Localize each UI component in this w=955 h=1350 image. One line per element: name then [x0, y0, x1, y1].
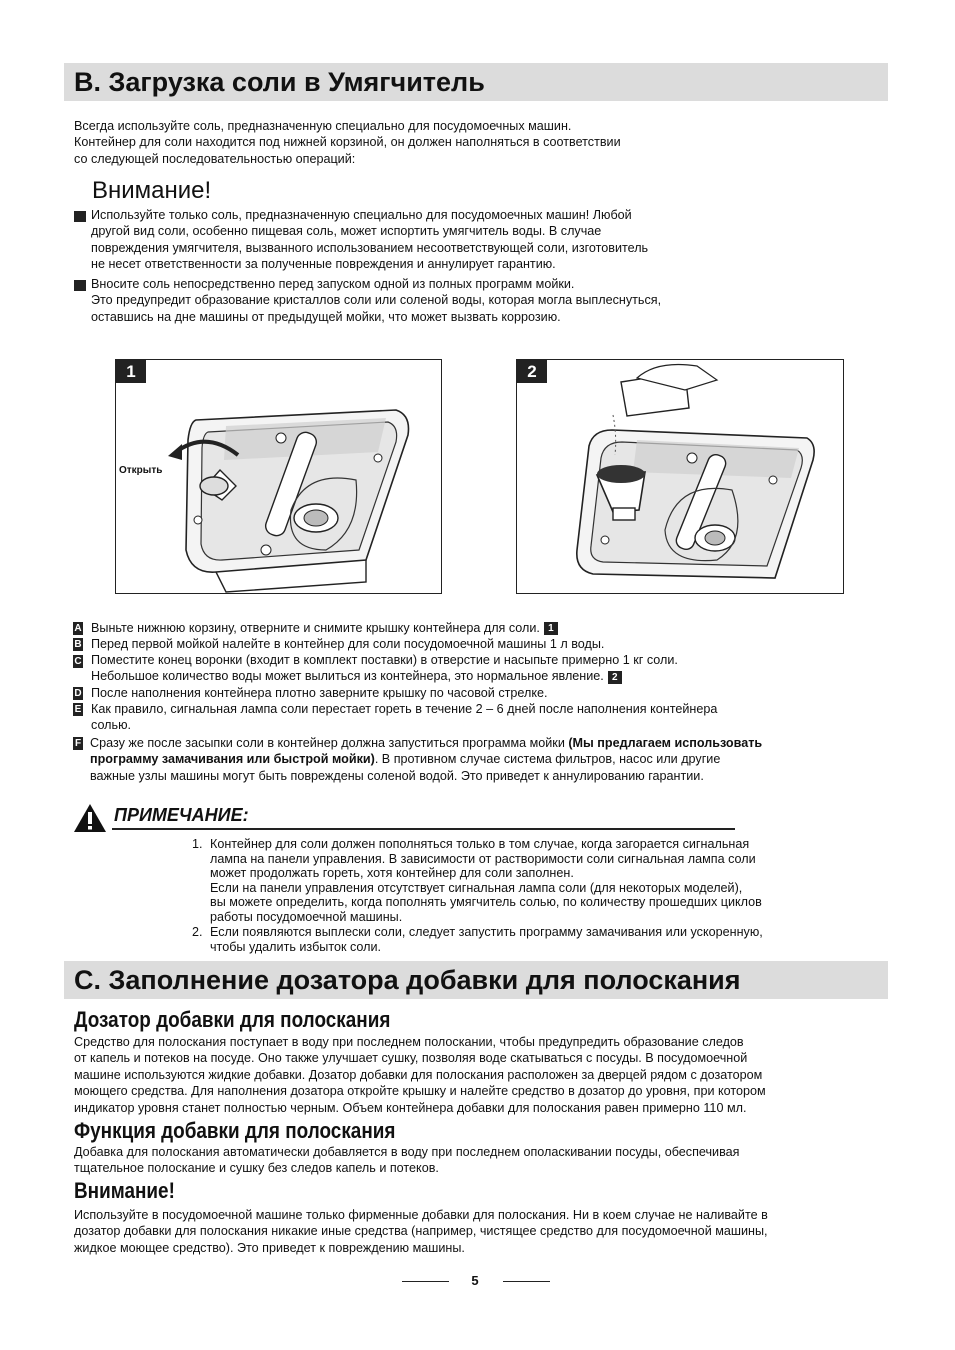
- warning-line: Это предупредит образование кристаллов соли или соленой воды, которая могла выплеснуться,: [91, 293, 662, 308]
- step-b-letter: B: [74, 639, 82, 650]
- step-d: [91, 685, 871, 701]
- subheading-rinse-function: Функция добавки для полоскания: [74, 1118, 396, 1143]
- step-e-letter: E: [74, 704, 82, 715]
- paragraph-line: от капель и потеков на посуде. Оно также улучшает сушку, позволяя воде скатываться с посуды. В посудомоечной: [74, 1051, 748, 1066]
- step-a-letter: A: [74, 623, 82, 634]
- warning-bullet-icon: [74, 211, 86, 222]
- note-line: лампа на панели управления. В зависимости от растворимости соли сигнальная лампа соли: [210, 851, 756, 866]
- step-e-text: солью.: [91, 718, 132, 733]
- intro-line: Контейнер для соли находится под нижней корзиной, он должен наполняться в соответствии: [74, 135, 621, 150]
- step-c-letter: C: [74, 656, 82, 667]
- warning-triangle-icon: [73, 803, 107, 833]
- warning-line: оставшись на дне машины от предыдущей мойки, что может вызвать коррозию.: [91, 309, 561, 324]
- subheading-rinse-dispenser: Дозатор добавки для полоскания: [74, 1007, 391, 1032]
- note-item-2: [192, 925, 852, 954]
- dishwasher-salt-pouring-illustration: [517, 360, 843, 593]
- step-d-letter: D: [74, 688, 82, 699]
- paragraph-line: индикатор уровня станет полностью черным. Объем контейнера добавки для полоскания равен примерно 110 мл.: [74, 1100, 747, 1115]
- paragraph-line: Используйте в посудомоечной машине только фирменные добавки для полоскания. Ни в коем случае не наливайте в: [74, 1208, 768, 1222]
- figure-2: [516, 359, 844, 594]
- rinse-dispenser-paragraph: [74, 1034, 874, 1116]
- section-c-title: C. Заполнение дозатора добавки для полоскания: [74, 965, 741, 995]
- step-b-text: Перед первой мойкой налейте в контейнер для соли посудомоечной машины 1 л воды.: [91, 637, 605, 651]
- paragraph-line: жидкое моющее средство). Это приведет к повреждению машины.: [74, 1240, 465, 1255]
- paragraph-line: машине используются жидкие добавки. Дозатор добавки для полоскания расположен за дверцей рядом с дозатором: [74, 1067, 763, 1082]
- section-b-intro: [74, 118, 874, 167]
- note-line: Если на панели управления отсутствует сигнальная лампа соли (для некоторых моделей),: [210, 880, 743, 895]
- dishwasher-tub-open-illustration: [116, 360, 441, 593]
- step-f-letter: F: [74, 738, 82, 749]
- paragraph-line: Добавка для полоскания автоматически добавляется в воду при последнем ополаскивании посуды, обеспечивая: [74, 1145, 740, 1159]
- section-b-title: B. Загрузка соли в Умягчитель: [74, 67, 485, 97]
- intro-line: Всегда используйте соль, предназначенную специально для посудомоечных машин.: [74, 119, 572, 133]
- step-f-text: важные узлы машины могут быть повреждены соленой водой. Это приведет к аннулированию гарантии.: [90, 768, 704, 783]
- note-line: Контейнер для соли должен пополняться только в том случае, когда загорается сигнальная: [210, 837, 750, 851]
- step-c-text: Небольшое количество воды может вылиться из контейнера, это нормальное явление.: [91, 669, 604, 684]
- figure-1-number: 1: [116, 360, 146, 383]
- page-number: 5: [471, 1273, 479, 1288]
- warning-paragraph: [74, 1207, 874, 1256]
- figure-1: [115, 359, 442, 594]
- note-item-1: [192, 837, 852, 925]
- warning-line: повреждения умягчителя, вызванного использованием несоответствующей соли, изготовитель: [91, 240, 649, 255]
- note-line: работы посудомоечной машины.: [210, 909, 403, 924]
- open-label: Открыть: [119, 465, 163, 476]
- step-c-text: Поместите конец воронки (входит в комплект поставки) в отверстие и насыпьте примерно 1 кг соли.: [91, 653, 678, 667]
- step-c: [91, 652, 871, 685]
- note-number: 1.: [192, 837, 203, 851]
- section-c-header: [64, 961, 888, 999]
- figure-ref-badge: 1: [544, 622, 558, 635]
- figure-ref-badge: 2: [608, 671, 622, 684]
- note-title: ПРИМЕЧАНИЕ:: [114, 805, 249, 825]
- intro-line: со следующей последовательностью операций:: [74, 151, 356, 166]
- paragraph-line: дозатор добавки для полоскания никакие иные средства (например, чистящее средство для посудомоечной машины,: [74, 1224, 768, 1239]
- paragraph-line: моющего средства. Для наполнения дозатора откройте крышку и налейте средство в дозатор до уровня, при котором: [74, 1084, 766, 1099]
- paragraph-line: Средство для полоскания поступает в воду при последнем полоскании, чтобы предупредить образование следов: [74, 1035, 744, 1049]
- warning-line: Вносите соль непосредственно перед запуском одной из полных программ мойки.: [91, 277, 575, 291]
- warning-item-1: [91, 207, 871, 273]
- step-f: [90, 735, 885, 784]
- step-b: [91, 636, 871, 652]
- step-d-text: После наполнения контейнера плотно заверните крышку по часовой стрелке.: [91, 686, 548, 700]
- note-underline: [112, 828, 735, 830]
- note-number: 2.: [192, 925, 203, 939]
- footer-rule-right: [503, 1281, 550, 1282]
- step-f-text: Сразу же после засыпки соли в контейнер должна запуститься программа мойки: [90, 736, 569, 750]
- warning-line: другой вид соли, особенно пищевая соль, может испортить умягчитель воды. В случае: [91, 224, 602, 239]
- footer-rule-left: [402, 1281, 449, 1282]
- step-f-emphasis: программу замачивания или быстрой мойки): [90, 752, 375, 767]
- warning-item-2: [91, 276, 871, 325]
- note-line: вы можете определить, когда пополнять умягчитель солью, по количеству прошедших циклов: [210, 895, 762, 910]
- subheading-warning: Внимание!: [74, 1178, 175, 1203]
- step-a-text: Выньте нижнюю корзину, отверните и снимите крышку контейнера для соли.: [91, 621, 540, 635]
- step-f-emphasis: (Мы предлагаем использовать: [568, 736, 763, 750]
- note-line: Если появляются выплески соли, следует запустить программу замачивания или ускоренную,: [210, 925, 763, 939]
- note-line: чтобы удалить избыток соли.: [210, 939, 382, 954]
- paragraph-line: тщательное полоскание и сушку без следов капель и потеков.: [74, 1161, 439, 1176]
- rinse-function-paragraph: [74, 1144, 874, 1177]
- section-b-header: [64, 63, 888, 101]
- warning-bullet-icon: [74, 280, 86, 291]
- warning-line: не несет ответственности за полученные повреждения и аннулирует гарантию.: [91, 257, 556, 272]
- step-e-text: Как правило, сигнальная лампа соли перестает гореть в течение 2 – 6 дней после наполнения контейнера: [91, 702, 718, 716]
- figure-2-number: 2: [517, 360, 547, 383]
- warning-title: Внимание!: [92, 177, 212, 204]
- step-e: [91, 701, 881, 734]
- note-line: может продолжать гореть, хотя контейнер для соли заполнен.: [210, 866, 574, 881]
- warning-line: Используйте только соль, предназначенную специально для посудомоечных машин! Любой: [91, 208, 632, 222]
- step-a: [91, 620, 871, 636]
- step-f-text: . В противном случае система фильтров, насос или другие: [374, 752, 721, 767]
